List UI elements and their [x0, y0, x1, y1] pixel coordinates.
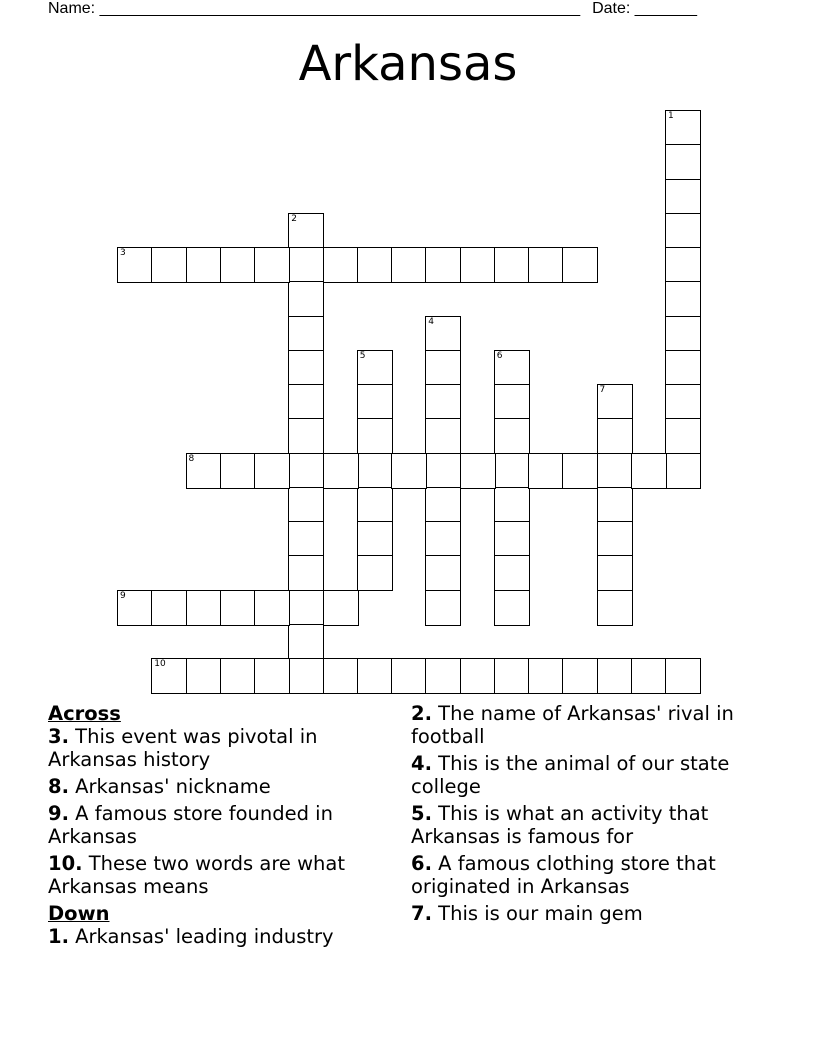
grid-cell[interactable] [357, 453, 393, 489]
grid-cell[interactable] [665, 384, 701, 420]
grid-cell[interactable] [391, 658, 427, 694]
clue-across-8 [48, 775, 388, 798]
grid-cell[interactable] [357, 555, 393, 591]
down-clue-list-start [48, 925, 388, 948]
grid-cell[interactable] [528, 453, 564, 489]
grid-cell[interactable] [117, 590, 153, 626]
clue-text: Arkansas' leading industry [68, 925, 334, 948]
grid-cell[interactable] [357, 418, 393, 454]
grid-cell[interactable] [665, 418, 701, 454]
grid-cell[interactable] [323, 590, 359, 626]
grid-cell[interactable] [597, 487, 633, 523]
grid-cell[interactable] [665, 350, 701, 386]
grid-cell[interactable] [151, 590, 187, 626]
grid-cell[interactable] [323, 453, 359, 489]
grid-cell[interactable] [597, 384, 633, 420]
clue-number-label: 9 [120, 590, 126, 601]
clue-number-label: 4 [428, 316, 434, 327]
grid-cell[interactable] [254, 453, 290, 489]
grid-cell[interactable] [186, 590, 222, 626]
grid-cell[interactable] [631, 453, 667, 489]
grid-cell[interactable] [494, 555, 530, 591]
grid-cell[interactable] [597, 658, 633, 694]
grid-cell[interactable] [460, 247, 496, 283]
grid-cell[interactable] [665, 144, 701, 180]
grid-cell[interactable] [494, 384, 530, 420]
clue-text: The name of Arkansas' rival in football [411, 702, 734, 748]
puzzle-title: Arkansas [298, 36, 518, 92]
clue-text: These two words are what Arkansas means [48, 852, 346, 898]
name-field[interactable]: Name: ______________________________________________________ [48, 0, 581, 17]
grid-cell[interactable] [460, 453, 496, 489]
clue-number-label: 6 [496, 350, 503, 361]
grid-cell[interactable] [562, 247, 598, 283]
clue-down-4 [411, 752, 756, 798]
grid-cell[interactable] [288, 521, 324, 557]
grid-cell[interactable] [288, 418, 324, 454]
grid-cell[interactable] [528, 247, 564, 283]
grid-cell[interactable] [597, 521, 633, 557]
grid-cell[interactable] [665, 316, 701, 352]
grid-cell[interactable] [254, 247, 290, 283]
clue-down-2 [411, 702, 756, 748]
grid-cell[interactable] [425, 555, 461, 591]
grid-cell[interactable] [357, 487, 393, 523]
grid-cell[interactable] [288, 213, 324, 249]
grid-cell[interactable] [597, 590, 633, 626]
clue-number: 9. [48, 802, 69, 825]
grid-cell[interactable] [460, 658, 496, 694]
grid-cell[interactable] [288, 487, 324, 523]
clue-text: This is what an activity that Arkansas is famous for [411, 802, 709, 848]
grid-cell[interactable] [357, 350, 393, 386]
grid-cell[interactable] [357, 384, 393, 420]
grid-cell[interactable] [665, 247, 701, 283]
grid-cell[interactable] [665, 658, 701, 694]
clue-number: 5. [411, 802, 432, 825]
grid-cell[interactable] [528, 658, 564, 694]
clue-number-label: 1 [668, 111, 674, 121]
grid-cell[interactable] [220, 658, 256, 694]
clue-number-label: 7 [599, 385, 606, 395]
down-clue-list-continued [411, 702, 756, 925]
clue-number-label: 5 [359, 350, 366, 361]
grid-cell[interactable] [288, 247, 324, 283]
grid-cell[interactable] [631, 658, 667, 694]
grid-cell[interactable] [151, 658, 187, 694]
clue-number: 8. [48, 775, 69, 798]
clue-text: A famous clothing store that originated in Arkansas [411, 852, 716, 898]
clue-number-label: 2 [291, 213, 297, 224]
date-field[interactable]: Date: _______ [592, 0, 698, 17]
clue-text: This is our main gem [431, 902, 643, 925]
grid-cell[interactable] [562, 658, 598, 694]
grid-cell[interactable] [357, 658, 393, 694]
clue-number: 4. [411, 752, 432, 775]
grid-cell[interactable] [117, 247, 153, 283]
clue-number-label: 3 [120, 248, 126, 258]
grid-cell[interactable] [494, 658, 530, 694]
grid-cell[interactable] [391, 453, 427, 489]
grid-cell[interactable] [494, 350, 530, 386]
grid-cell[interactable] [425, 418, 461, 454]
grid-cell[interactable] [425, 384, 461, 420]
clue-number: 6. [411, 852, 432, 875]
grid-cell[interactable] [254, 658, 290, 694]
grid-cell[interactable] [288, 281, 324, 317]
clue-number: 3. [48, 725, 69, 748]
grid-cell[interactable] [425, 521, 461, 557]
grid-cell[interactable] [357, 247, 393, 283]
clue-text: A famous store founded in Arkansas [48, 802, 333, 848]
grid-cell[interactable] [665, 110, 701, 146]
clue-number: 10. [48, 852, 83, 875]
clues-right-column [411, 702, 756, 929]
clue-number: 7. [411, 902, 432, 925]
clue-number: 1. [48, 925, 69, 948]
clue-across-10 [48, 852, 388, 898]
grid-cell[interactable] [288, 624, 324, 660]
grid-cell[interactable] [665, 213, 701, 249]
across-heading: Across [48, 702, 121, 725]
grid-cell[interactable] [597, 555, 633, 591]
clue-down-7 [411, 902, 756, 925]
clue-text: Arkansas' nickname [68, 775, 271, 798]
grid-cell[interactable] [220, 247, 256, 283]
grid-cell[interactable] [151, 247, 187, 283]
grid-cell[interactable] [425, 316, 461, 352]
grid-cell[interactable] [494, 418, 530, 454]
grid-cell[interactable] [425, 350, 461, 386]
clue-number-label: 10 [154, 659, 166, 669]
grid-cell[interactable] [288, 384, 324, 420]
grid-cell[interactable] [494, 247, 530, 283]
clue-across-3 [48, 725, 388, 771]
clue-number: 2. [411, 702, 432, 725]
clue-number-label: 8 [188, 453, 195, 464]
grid-cell[interactable] [323, 658, 359, 694]
down-heading: Down [48, 902, 110, 925]
grid-cell[interactable] [288, 316, 324, 352]
grid-cell[interactable] [186, 453, 222, 489]
grid-cell[interactable] [425, 658, 461, 694]
clue-text: This event was pivotal in Arkansas history [48, 725, 318, 771]
grid-cell[interactable] [494, 521, 530, 557]
clue-across-9 [48, 802, 388, 848]
grid-cell[interactable] [186, 247, 222, 283]
grid-cell[interactable] [494, 590, 530, 626]
grid-cell[interactable] [220, 590, 256, 626]
grid-cell[interactable] [494, 453, 530, 489]
grid-cell[interactable] [323, 247, 359, 283]
grid-cell[interactable] [288, 555, 324, 591]
grid-cell[interactable] [494, 487, 530, 523]
grid-cell[interactable] [288, 658, 324, 694]
clue-down-1 [48, 925, 388, 948]
grid-cell[interactable] [597, 418, 633, 454]
grid-cell[interactable] [425, 590, 461, 626]
grid-cell[interactable] [665, 281, 701, 317]
grid-cell[interactable] [425, 453, 461, 489]
grid-cell[interactable] [391, 247, 427, 283]
grid-cell[interactable] [220, 453, 256, 489]
grid-cell[interactable] [597, 453, 633, 489]
grid-cell[interactable] [186, 658, 222, 694]
grid-cell[interactable] [288, 590, 324, 626]
across-clue-list [48, 725, 388, 898]
clue-text: This is the animal of our state college [411, 752, 730, 798]
grid-cell[interactable] [562, 453, 598, 489]
grid-cell[interactable] [254, 590, 290, 626]
grid-cell[interactable] [288, 350, 324, 386]
grid-cell[interactable] [665, 179, 701, 215]
grid-cell[interactable] [665, 453, 701, 489]
grid-cell[interactable] [288, 453, 324, 489]
clues-left-column [48, 702, 388, 952]
clue-down-6 [411, 852, 756, 898]
grid-cell[interactable] [425, 247, 461, 283]
grid-cell[interactable] [357, 521, 393, 557]
grid-cell[interactable] [425, 487, 461, 523]
clue-down-5 [411, 802, 756, 848]
